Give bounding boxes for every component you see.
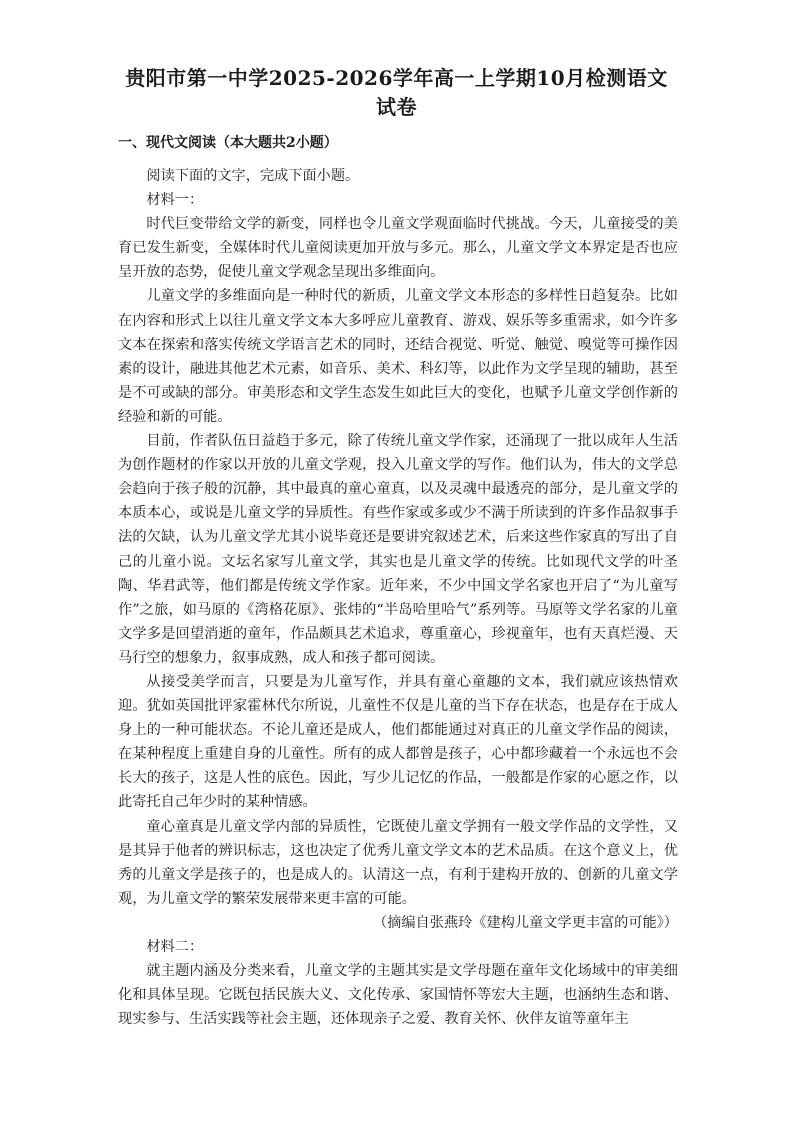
document-title-line-1: 贵阳市第一中学2025-2026学年高一上学期10月检测语文: [125, 66, 668, 90]
section-heading: 一、现代文阅读（本大题共2小题）: [118, 135, 338, 151]
material-1-label: 材料一：: [146, 192, 204, 209]
instruction-text: 阅读下面的文字，完成下面小题。: [146, 168, 360, 184]
paragraph: 就主题内涵及分类来看，儿童文学的主题其实是文学母题在童年文化场域中的审美细化和具体呈现。它既包括民族大义、文化传承、家国情怀等宏大主题，也涵纳生态和谐、现实参与、生活实践等社会主题，还体现亲子之爱、教育关怀、伙伴友谊等童年主: [118, 963, 678, 1028]
paragraph: 童心童真是儿童文学内部的异质性，它既使儿童文学拥有一般文学作品的文学性，又是其异于他者的辨识标志，这也决定了优秀儿童文学文本的艺术品质。在这个意义上，优秀的儿童文学是孩子的，也是成人的。认清这一点，有利于建构开放的、创新的儿童文学观，为儿童文学的繁荣发展带来更丰富的可能。: [118, 818, 678, 907]
source-citation: （摘编自张燕玲《建构儿童文学更丰富的可能》）: [372, 914, 678, 931]
reading-passage: [118, 164, 678, 1031]
document-title-line-2: 试卷: [376, 95, 417, 119]
paragraph: 儿童文学的多维面向是一种时代的新质，儿童文学文本形态的多样性日趋复杂。比如在内容和形式上以往儿童文学文本大多呼应儿童教育、游戏、娱乐等多重需求，如今许多文本在探索和落实传统文学语言艺术的同时，还结合视觉、听觉、触觉、嗅觉等可操作因素的设计，融进其他艺术元素，如音乐、美术、科幻等，以此作为文学呈现的辅助，甚至是不可或缺的部分。审美形态和文学生态发生如此巨大的变化，也赋予儿童文学创作新的经验和新的可能。: [118, 288, 678, 425]
paragraph: 从接受美学而言，只要是为儿童写作，并具有童心童趣的文本，我们就应该热情欢迎。犹如英国批评家霍林代尔所说，儿童性不仅是儿童的当下存在状态，也是存在于成人身上的一种可能状态。不论儿童还是成人，他们都能通过对真正的儿童文学作品的阅读，在某种程度上重建自身的儿童性。所有的成人都曾是孩子，心中都珍藏着一个永远也不会长大的孩子，这是人性的底色。因此，写少儿记忆的作品，一般都是作家的心愿之作，以此寄托自己年少时的某种情感。: [118, 673, 678, 811]
paragraph: 目前，作者队伍日益趋于多元，除了传统儿童文学作家，还涌现了一批以成年人生活为创作题材的作家以开放的儿童文学观，投入儿童文学的写作。他们认为，伟大的文学总会趋向于孩子般的沉静，其中最真的童心童真，以及灵魂中最透亮的部分，是儿童文学的本质本心，或说是儿童文学的异质性。有些作家或多或少不满于所读到的许多作品叙事手法的欠缺，认为儿童文学尤其小说毕竟还是要讲究叙述艺术，后来这些作家真的写出了自己的儿童小说。文坛名家写儿童文学，其实也是儿童文学的传统。比如现代文学的叶圣陶、华君武等，他们都是传统文学作家。近年来，不少中国文学名家也开启了“为儿童写作”之旅，如马原的《湾格花原》、张炜的“半岛哈里哈气”系列等。马原等文学名家的儿童文学多是回望消逝的童年，作品颇具艺术追求，尊重童心，珍视童年，也有天真烂漫、天马行空的想象力，叙事成熟，成人和孩子都可阅读。: [118, 433, 678, 666]
material-2-label: 材料二：: [146, 939, 204, 955]
paragraph: 时代巨变带给文学的新变，同样也令儿童文学观面临时代挑战。今天，儿童接受的美育已发生新变，全媒体时代儿童阅读更加开放与多元。那么，儿童文学文本界定是否也应呈开放的态势，促使儿童文学观念呈现出多维面向。: [118, 216, 678, 281]
